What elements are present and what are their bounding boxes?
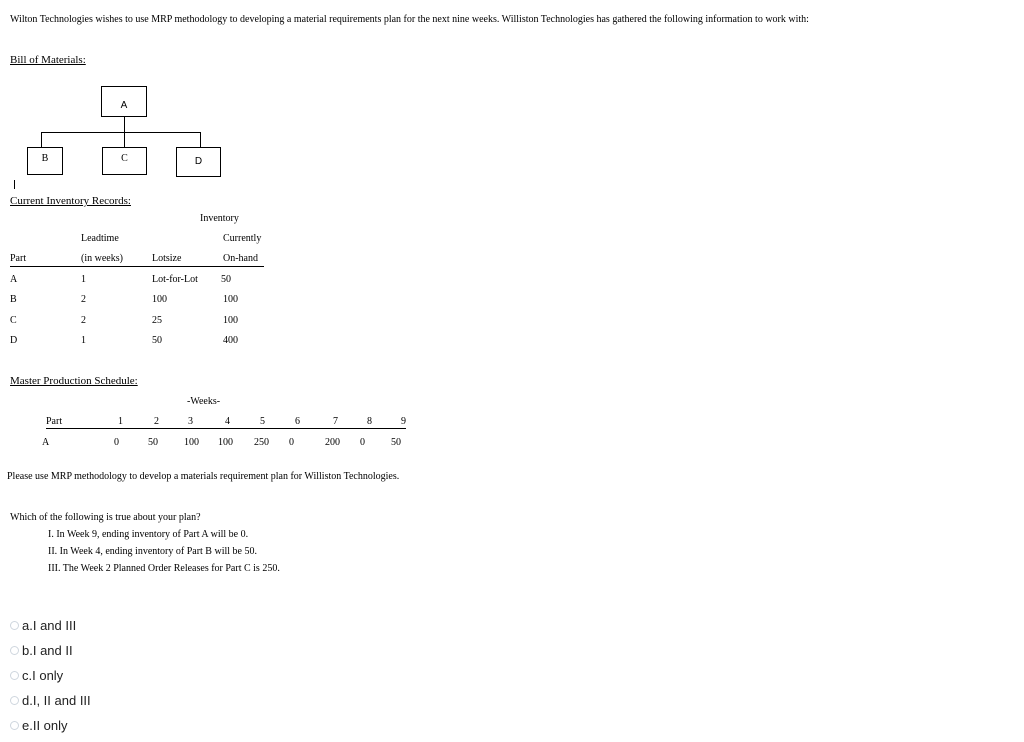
question-prompt: Which of the following is true about your plan?	[10, 512, 201, 523]
option-label: e.II only	[22, 718, 68, 733]
currently-col-header: Currently	[223, 233, 262, 244]
onhand-col-header: On-hand	[223, 253, 258, 264]
option-a[interactable]	[10, 618, 76, 633]
bom-connector	[124, 132, 125, 148]
row-lotsize: Lot-for-Lot	[152, 274, 198, 285]
week-header: 8	[367, 416, 372, 427]
mps-row-part: A	[42, 437, 50, 448]
row-leadtime: 2	[81, 315, 86, 326]
row-leadtime: 1	[81, 335, 86, 346]
lotsize-col-header: Lotsize	[152, 253, 182, 264]
bom-node-a	[101, 86, 147, 117]
row-part: B	[10, 294, 17, 305]
week-header: 9	[401, 416, 406, 427]
bom-connector	[124, 117, 125, 133]
row-lotsize: 25	[152, 315, 162, 326]
mps-heading: Master Production Schedule:	[10, 375, 138, 387]
row-onhand: 400	[223, 335, 238, 346]
mps-part-header: Part	[46, 416, 63, 427]
bom-heading: Bill of Materials:	[10, 54, 86, 66]
mps-cell: 50	[148, 437, 158, 448]
leadtime-col-header: Leadtime	[81, 233, 119, 244]
week-header: 3	[188, 416, 193, 427]
bom-node-b-label: B	[41, 153, 49, 164]
row-part: A	[10, 274, 18, 285]
option-label: a.I and III	[22, 618, 77, 633]
mps-cell: 50	[391, 437, 401, 448]
bom-node-d-label: D	[194, 156, 203, 167]
bom-node-d	[176, 147, 221, 177]
radio-button[interactable]	[10, 696, 19, 705]
week-header: 6	[295, 416, 300, 427]
row-onhand: 50	[221, 274, 231, 285]
bom-node-a-label: A	[120, 100, 128, 111]
inventory-col-header: Inventory	[200, 213, 239, 224]
week-header: 7	[333, 416, 338, 427]
row-lotsize: 50	[152, 335, 162, 346]
mps-cell: 0	[360, 437, 365, 448]
radio-button[interactable]	[10, 721, 19, 730]
radio-button[interactable]	[10, 646, 19, 655]
mps-cell: 100	[184, 437, 199, 448]
intro-text: Wilton Technologies wishes to use MRP methodology to developing a material requirements plan for the next nine weeks. Williston Technologies has gathered the following information to work with:	[10, 14, 809, 25]
mps-header-rule	[46, 428, 406, 429]
bom-node-c-label: C	[121, 153, 128, 164]
radio-button[interactable]	[10, 621, 19, 630]
statement-2: II. In Week 4, ending inventory of Part B will be 50.	[48, 546, 257, 557]
row-part: D	[10, 335, 18, 346]
week-header: 1	[118, 416, 123, 427]
radio-button[interactable]	[10, 671, 19, 680]
mps-cell: 200	[325, 437, 340, 448]
row-leadtime: 2	[81, 294, 86, 305]
statement-1: I. In Week 9, ending inventory of Part A will be 0.	[48, 529, 249, 540]
mps-cell: 100	[218, 437, 233, 448]
bom-node-c	[102, 147, 147, 175]
bom-connector	[41, 132, 201, 133]
weeks-col-header: (in weeks)	[81, 253, 123, 264]
bom-connector	[200, 132, 201, 148]
mps-cell: 0	[114, 437, 119, 448]
option-label: b.I and II	[22, 643, 73, 658]
option-d[interactable]	[10, 693, 91, 708]
statement-3: III. The Week 2 Planned Order Releases for Part C is 250.	[48, 563, 280, 574]
part-col-header: Part	[10, 253, 27, 264]
bom-connector	[41, 132, 42, 148]
row-onhand: 100	[223, 315, 238, 326]
stray-mark	[14, 180, 15, 189]
week-header: 2	[154, 416, 159, 427]
option-c[interactable]	[10, 668, 63, 683]
option-e[interactable]	[10, 718, 68, 733]
week-header: 4	[225, 416, 230, 427]
bom-node-b	[27, 147, 63, 175]
weeks-label: -Weeks-	[187, 396, 221, 407]
option-b[interactable]	[10, 643, 73, 658]
option-label: c.I only	[22, 668, 64, 683]
inventory-heading: Current Inventory Records:	[10, 195, 131, 207]
row-lotsize: 100	[152, 294, 167, 305]
mps-cell: 0	[289, 437, 294, 448]
inventory-header-rule	[10, 266, 264, 267]
mps-cell: 250	[254, 437, 269, 448]
option-label: d.I, II and III	[22, 693, 91, 708]
row-leadtime: 1	[81, 274, 86, 285]
row-onhand: 100	[223, 294, 238, 305]
week-header: 5	[260, 416, 265, 427]
instruction-text: Please use MRP methodology to develop a materials requirement plan for Williston Technologies.	[7, 471, 400, 482]
row-part: C	[10, 315, 17, 326]
